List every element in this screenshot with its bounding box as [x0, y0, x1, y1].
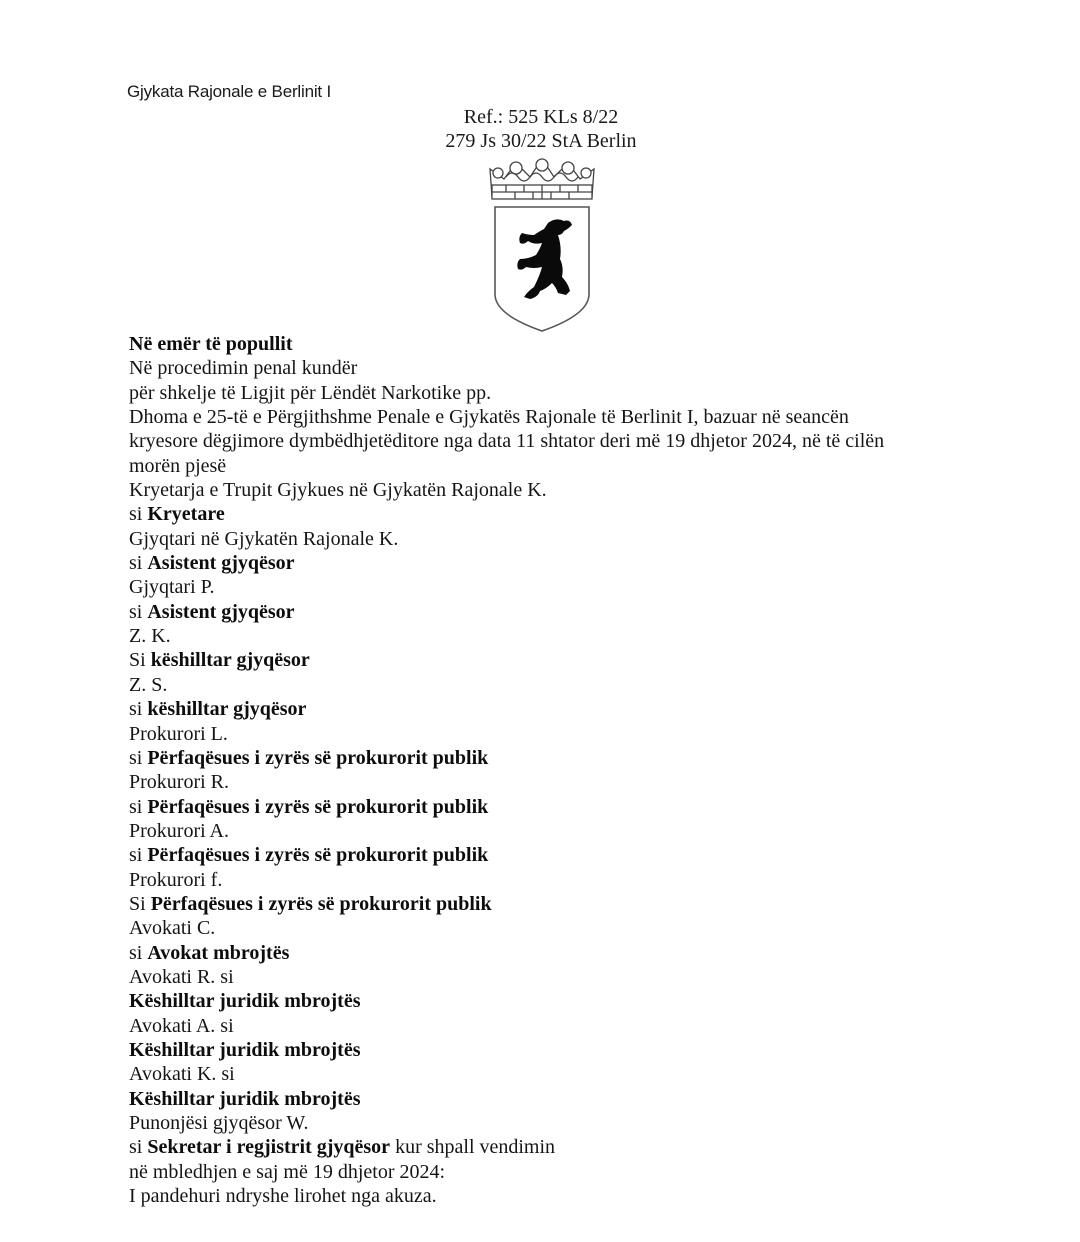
chamber-paragraph-line: kryesore dëgjimore dymbëdhjetëditore nga data 11 shtator deri më 19 dhjetor 2024, në të cilën	[129, 430, 885, 453]
participant-role: Asistent gjyqësor	[147, 552, 295, 575]
participant-role-line	[129, 551, 949, 575]
intro-line: Në procedimin penal kundër	[129, 357, 358, 380]
role-prefix: si	[129, 941, 148, 964]
reference-prosecution-number: 279 Js 30/22 StA Berlin	[445, 130, 637, 152]
participant-name: Punonjësi gjyqësor W.	[129, 1112, 309, 1134]
participant-role-line	[129, 746, 949, 770]
participant-role: Sekretar i regjistrit gjyqësor	[147, 1136, 391, 1159]
role-prefix: si	[129, 746, 148, 769]
participant-role: Këshilltar juridik mbrojtës	[129, 1087, 361, 1110]
participant-name: Gjyqtari në Gjykatën Rajonale K.	[129, 527, 399, 550]
role-suffix: kur shpall vendimin	[390, 1136, 556, 1159]
closing-line: në mbledhjen e saj më 19 dhjetor 2024:	[129, 1160, 446, 1183]
participant-role: Përfaqësues i zyrës së prokurorit publik	[150, 892, 492, 915]
document-title: Në emër të popullit	[129, 333, 293, 355]
participant-name: Z. S.	[129, 673, 168, 696]
participant-role: Asistent gjyqësor	[147, 600, 295, 623]
participant-role-line	[129, 795, 949, 819]
role-prefix: si	[129, 1136, 148, 1159]
court-name-header: Gjykata Rajonale e Berlinit I	[127, 82, 331, 101]
participant-role: këshilltar gjyqësor	[150, 649, 310, 672]
role-prefix: si	[129, 795, 148, 818]
document-body	[129, 332, 949, 1208]
chamber-paragraph-line: Dhoma e 25-të e Përgjithshme Penale e Gjykatës Rajonale të Berlinit I, bazuar në seancën	[129, 406, 849, 429]
participant-role-line	[129, 648, 949, 672]
participant-name: Prokurori R.	[129, 771, 229, 794]
participant-role: Këshilltar juridik mbrojtës	[129, 1038, 361, 1061]
participant-name: Prokurori A.	[129, 819, 229, 842]
participants-list	[129, 478, 949, 1160]
role-prefix: si	[129, 698, 148, 721]
participant-name: Avokati R. si	[129, 965, 234, 988]
role-prefix: si	[129, 503, 148, 526]
role-prefix: Si	[129, 892, 151, 915]
participant-role-line	[129, 892, 949, 916]
participant-name: Kryetarja e Trupit Gjykues në Gjykatën Rajonale K.	[129, 479, 547, 502]
participant-role: Avokat mbrojtës	[147, 941, 290, 964]
participant-role-line	[129, 989, 949, 1013]
participant-role: Këshilltar juridik mbrojtës	[129, 990, 361, 1013]
role-prefix: si	[129, 552, 148, 575]
participant-role-line	[129, 502, 949, 526]
participant-role-line	[129, 941, 949, 965]
role-prefix: Si	[129, 649, 151, 672]
participant-role-line	[129, 600, 949, 624]
participant-role-line	[129, 843, 949, 867]
crown-icon	[490, 159, 594, 199]
participant-role-line	[129, 1087, 949, 1111]
intro-line: për shkelje të Ligjit për Lëndët Narkotike pp.	[129, 381, 492, 404]
reference-case-number: Ref.: 525 KLs 8/22	[463, 106, 619, 128]
participant-role: Përfaqësues i zyrës së prokurorit publik	[147, 844, 489, 867]
reference-block	[0, 105, 1080, 153]
role-prefix: si	[129, 600, 148, 623]
participant-name: Prokurori L.	[129, 722, 228, 745]
participant-name: Avokati K. si	[129, 1063, 235, 1086]
participant-role: këshilltar gjyqësor	[147, 698, 307, 721]
role-prefix: si	[129, 844, 148, 867]
chamber-paragraph-line: morën pjesë	[129, 454, 227, 477]
participant-role-line	[129, 1135, 949, 1159]
berlin-bear-coat-of-arms-icon	[484, 155, 600, 335]
participant-name: Prokurori f.	[129, 868, 223, 891]
participant-role-line	[129, 697, 949, 721]
participant-role: Përfaqësues i zyrës së prokurorit publik	[147, 795, 489, 818]
participant-role: Përfaqësues i zyrës së prokurorit publik	[147, 746, 489, 769]
participant-role: Kryetare	[147, 503, 225, 526]
participant-name: Avokati A. si	[129, 1014, 234, 1037]
participant-role-line	[129, 1038, 949, 1062]
participant-name: Z. K.	[129, 625, 171, 648]
verdict-line: I pandehuri ndryshe lirohet nga akuza.	[129, 1185, 437, 1208]
participant-name: Gjyqtari P.	[129, 576, 215, 599]
participant-name: Avokati C.	[129, 917, 216, 940]
